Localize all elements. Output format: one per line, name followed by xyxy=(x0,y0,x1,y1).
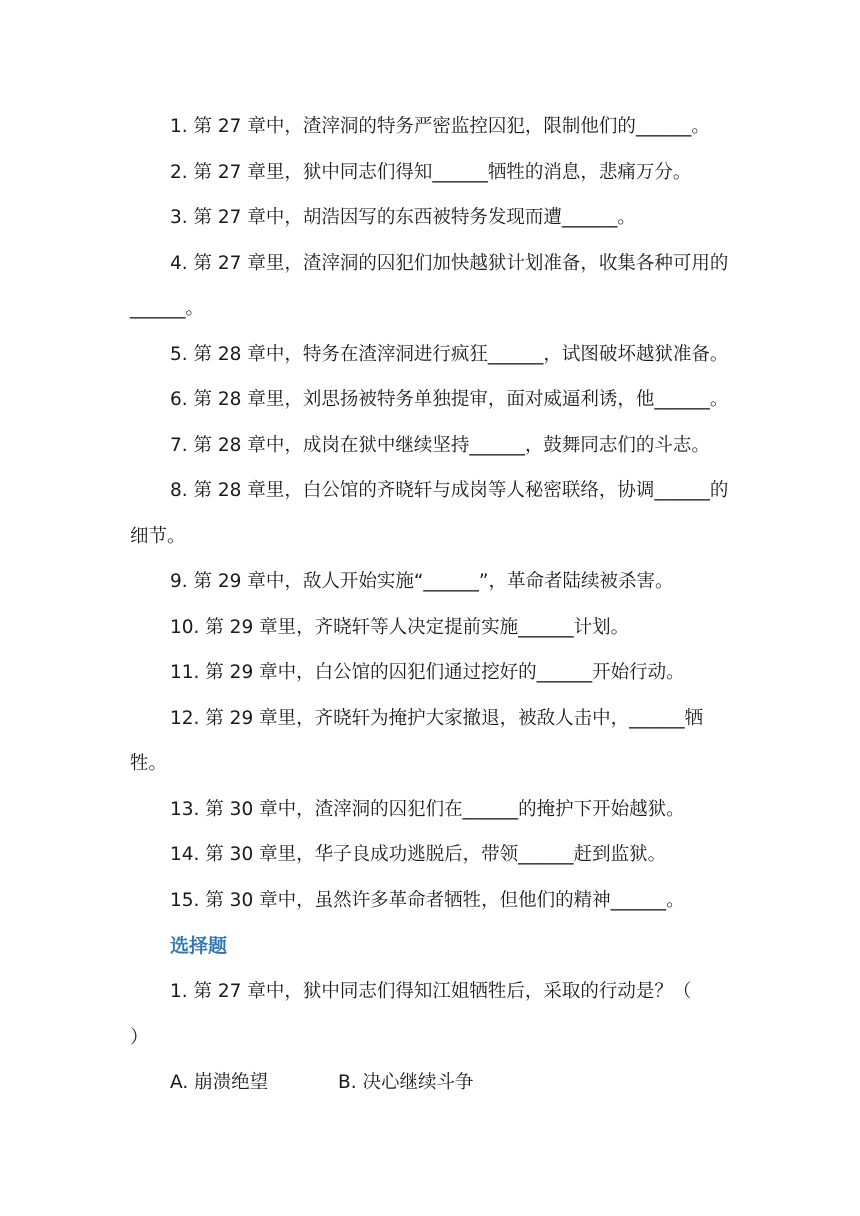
document-body xyxy=(130,104,730,1106)
fill-in-question-1: 1. 第 27 章中，渣滓洞的特务严密监控囚犯，限制他们的______。 xyxy=(170,116,710,137)
fill-in-question-4: 4. 第 27 章里，渣滓洞的囚犯们加快越狱计划准备，收集各种可用的______。 xyxy=(130,252,729,319)
section-heading-choice: 选择题 xyxy=(170,935,228,957)
choice-question-1: 1. 第 27 章中，狱中同志们得知江姐牺牲后，采取的行动是？（ ） xyxy=(130,981,729,1048)
fill-in-question-8: 8. 第 28 章里，白公馆的齐晓轩与成岗等人秘密联络，协调______的细节。 xyxy=(130,480,729,547)
fill-in-question-15: 15. 第 30 章中，虽然许多革命者牺牲，但他们的精神______。 xyxy=(170,889,685,911)
fill-in-question-13: 13. 第 30 章中，渣滓洞的囚犯们在______的掩护下开始越狱。 xyxy=(170,798,685,820)
fill-in-question-2: 2. 第 27 章里，狱中同志们得知______牺牲的消息，悲痛万分。 xyxy=(170,161,692,183)
fill-in-question-5: 5. 第 28 章中，特务在渣滓洞进行疯狂______，试图破坏越狱准备。 xyxy=(170,343,729,365)
option-b: B. 决心继续斗争 xyxy=(338,1072,474,1093)
choice-options xyxy=(130,1060,730,1106)
fill-in-question-12: 12. 第 29 章里，齐晓轩为掩护大家撤退，被敌人击中，______牺牲。 xyxy=(130,707,704,774)
fill-in-question-6: 6. 第 28 章里，刘思扬被特务单独提审，面对威逼利诱，他______。 xyxy=(170,389,729,410)
fill-in-question-7: 7. 第 28 章中，成岗在狱中继续坚持______，鼓舞同志们的斗志。 xyxy=(170,434,710,456)
fill-in-question-9: 9. 第 29 章中，敌人开始实施“______”，革命者陆续被杀害。 xyxy=(170,571,674,592)
fill-in-question-10: 10. 第 29 章里，齐晓轩等人决定提前实施______计划。 xyxy=(170,616,630,638)
fill-in-question-14: 14. 第 30 章里，华子良成功逃脱后，带领______赶到监狱。 xyxy=(170,844,667,865)
option-a: A. 崩溃绝望 xyxy=(170,1072,269,1093)
fill-in-question-3: 3. 第 27 章中，胡浩因写的东西被特务发现而遭______。 xyxy=(170,207,636,228)
fill-in-question-11: 11. 第 29 章中，白公馆的囚犯们通过挖好的______开始行动。 xyxy=(170,662,685,683)
